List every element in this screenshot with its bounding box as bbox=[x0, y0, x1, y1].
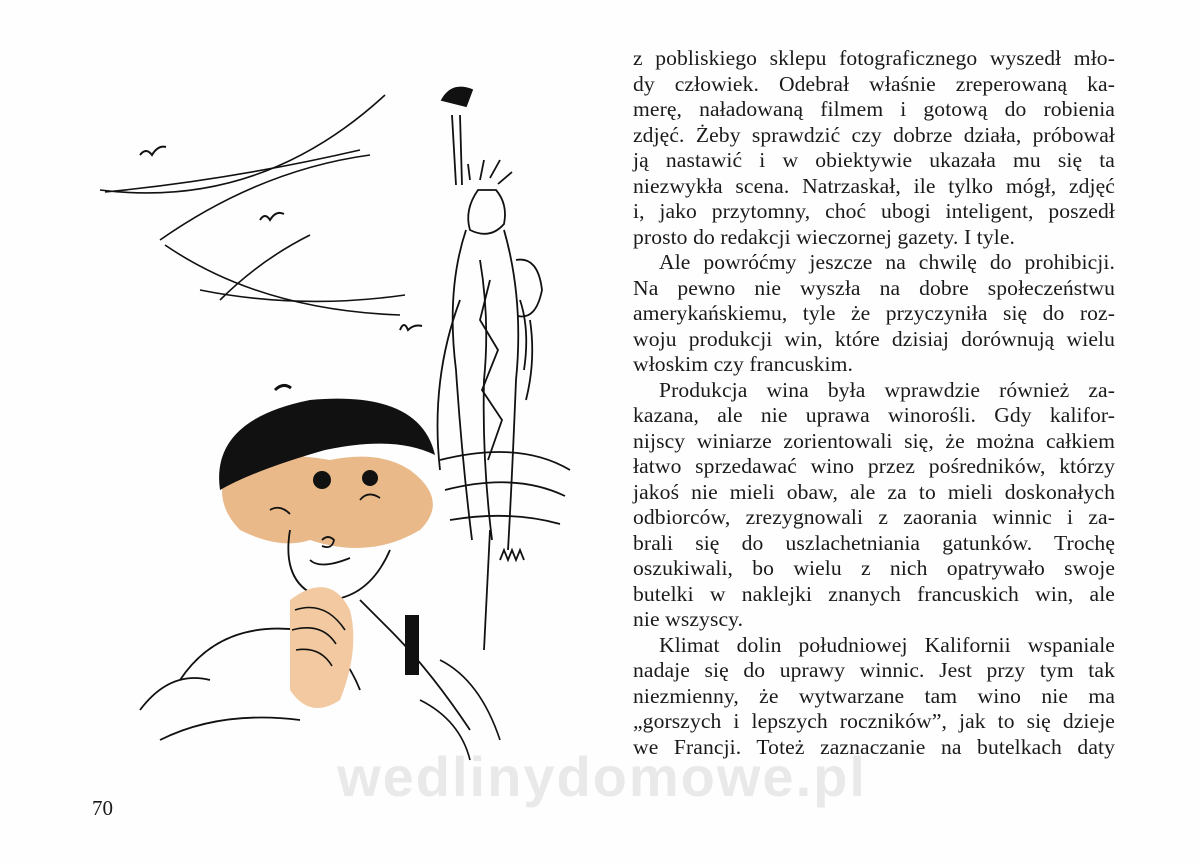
text-line: zdjęć. Żeby sprawdzić czy dobrze działa, próbował bbox=[633, 122, 1115, 147]
text-line: niezmienny, że wytwarzane tam wino nie ma bbox=[633, 683, 1115, 708]
sky-lines bbox=[100, 95, 405, 315]
text-line: „gorszych i lepszych roczników”, jak to się dzieje bbox=[633, 709, 1115, 733]
text-line: kazana, ale nie uprawa winorośli. Gdy kalifor- bbox=[633, 403, 1115, 427]
text-line: Na pewno nie wyszła na dobre społeczeństwu bbox=[633, 275, 1115, 300]
text-line: we Francji. Toteż zaznaczanie na butelkach daty bbox=[633, 734, 1115, 759]
illustration bbox=[60, 60, 620, 780]
text-line: amerykańskiemu, tyle że przyczyniła się do roz- bbox=[633, 301, 1115, 325]
text-line: jakoś nie mieli obaw, ale za to mieli doskonałych bbox=[633, 479, 1115, 504]
text-line: nadaje się do uprawy winnic. Jest przy tym tak bbox=[633, 658, 1115, 682]
text-line: Produkcja wina była wprawdzie również za- bbox=[659, 377, 1115, 402]
text-line: nie wszyscy. bbox=[633, 607, 744, 631]
text-line: nijscy winiarze zorientowali się, że można całkiem bbox=[633, 428, 1115, 453]
statue-of-liberty-icon bbox=[438, 88, 571, 650]
text-line: merę, naładowaną filmem i gotową do robienia bbox=[633, 97, 1115, 121]
watermark: wedlinydomowe.pl bbox=[337, 745, 867, 808]
hand bbox=[290, 587, 353, 708]
text-line: odbiorców, zrezygnowali z zaorania winnic i za- bbox=[633, 505, 1115, 529]
text-line: Ale powróćmy jeszcze na chwilę do prohibicji. bbox=[659, 250, 1115, 274]
text-line: prosto do redakcji wieczornej gazety. I tyle. bbox=[633, 224, 1016, 249]
body-text bbox=[633, 46, 1115, 760]
text-line: Klimat dolin południowej Kalifornii wspaniale bbox=[659, 632, 1115, 657]
text-line: włoskim czy francuskim. bbox=[633, 352, 853, 376]
text-line: brali się do uszlachetniania gatunków. Trochę bbox=[633, 530, 1115, 555]
woman-figure bbox=[140, 385, 500, 760]
text-line: łatwo sprzedawać wino przez pośredników, którzy bbox=[633, 454, 1115, 478]
text-line: i, jako przytomny, choć ubogi inteligent, poszedł bbox=[633, 199, 1115, 223]
text-line: dy człowiek. Odebrał właśnie zreperowaną ka- bbox=[633, 71, 1115, 96]
seagull-icon bbox=[140, 147, 422, 330]
text-line: ją nastawić i w obiektywie ukazała mu się ta bbox=[633, 148, 1115, 172]
text-line: woju produkcji win, które dzisiaj dorównują wielu bbox=[633, 326, 1115, 351]
text-line: niezwykła scena. Natrzaskał, ile tylko mógł, zdjęć bbox=[633, 173, 1115, 198]
bag-strap bbox=[405, 615, 419, 675]
text-line: oszukiwali, bo wielu z nich opatrywało swoje bbox=[633, 556, 1115, 580]
text-line: butelki w naklejki znanych francuskich win, ale bbox=[633, 581, 1115, 606]
text-line: z pobliskiego sklepu fotograficznego wyszedł mło- bbox=[633, 46, 1115, 70]
page-number: 70 bbox=[92, 796, 113, 820]
